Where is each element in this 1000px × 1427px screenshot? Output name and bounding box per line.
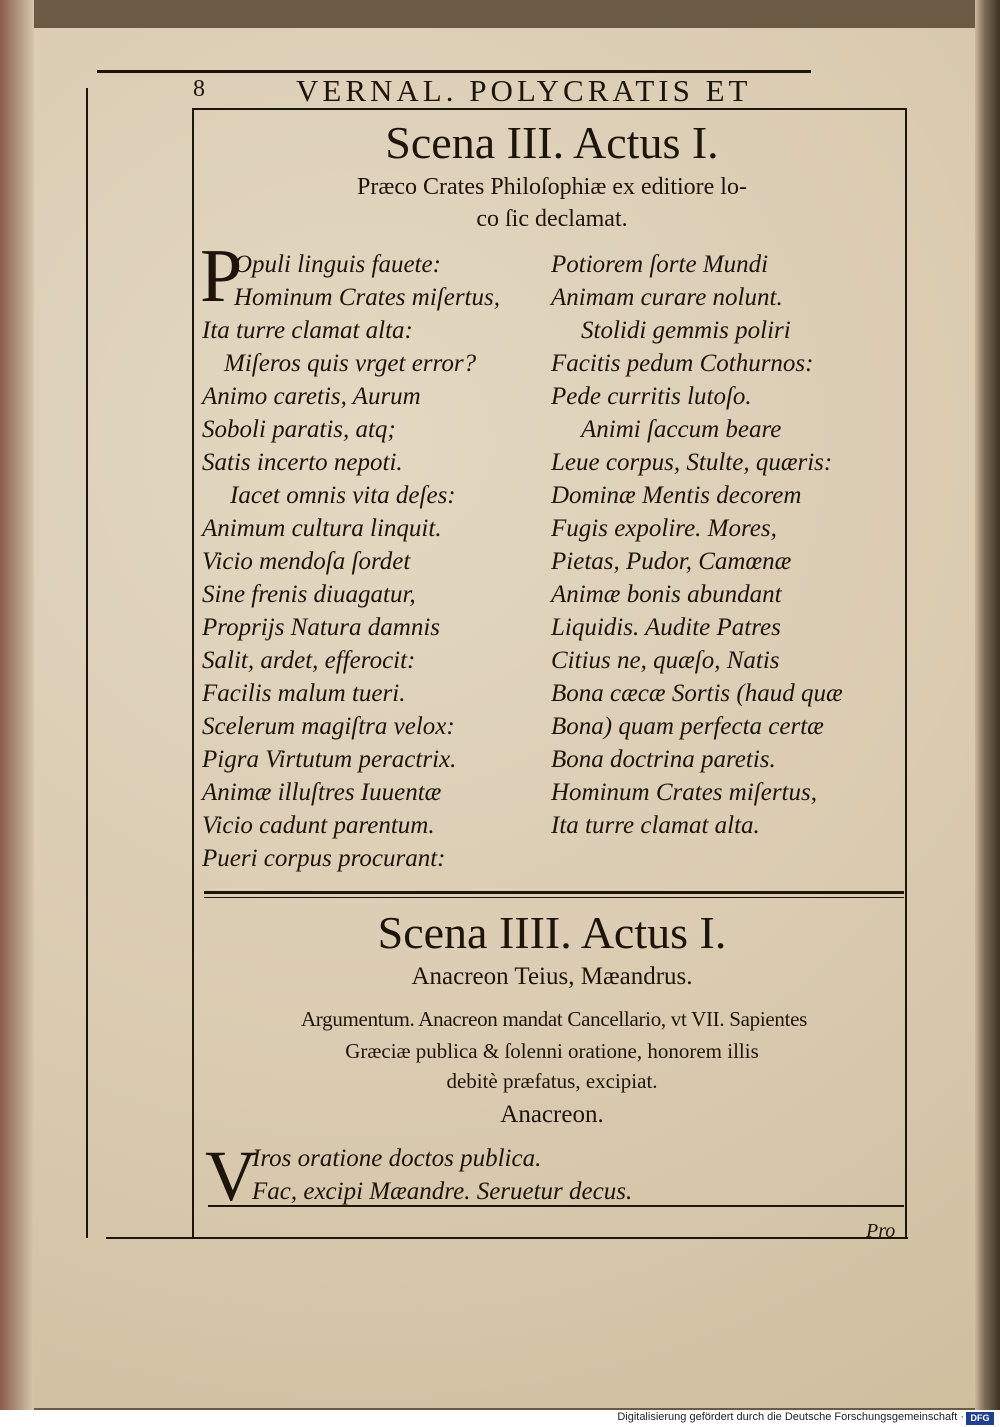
verse-line: Scelerum magiſtra velox: [202,713,455,740]
verse-line: Pietas, Pudor, Camœnæ [551,548,792,575]
verse-line: Bona cæcæ Sortis (haud quæ [551,680,843,707]
verse-line: Bona) quam perfecta certæ [551,713,824,740]
inner-left-rule [192,108,194,1238]
verse-line: Pueri corpus procurant: [202,845,446,872]
verse-line: Liquidis. Audite Patres [551,614,781,641]
verse-line: Hominum Crates miſertus, [234,284,500,311]
scene-4-heading: Scena IIII. Actus I. [377,907,727,958]
scene-3-subhead-line-2: co ſic declamat. [476,206,628,232]
verse-line: Proprijs Natura damnis [202,614,441,641]
verse-line: Facitis pedum Cothurnos: [551,350,814,377]
verse-line: Vicio mendoſa ſordet [202,548,411,575]
scene-4-argument-line-3: debitè præfatus, excipiat. [446,1069,658,1093]
verse-line: Citius ne, quæſo, Natis [551,647,780,674]
verse-line: Leue corpus, Stulte, quæris: [551,449,833,476]
digitization-credit: Digitalisierung gefördert durch die Deutsche Forschungsgemeinschaft · [617,1411,964,1423]
scene-3-left-column [202,248,500,875]
page-number: 8 [193,76,205,102]
right-page-edge [975,0,1000,1427]
scene-3-heading: Scena III. Actus I. [385,117,719,168]
verse-line: Ita turre clamat alta. [551,812,760,839]
verse-line: Opuli linguis fauete: [234,251,441,278]
verse-line: Salit, ardet, efferocit: [202,647,416,674]
scene-4-persons: Anacreon Teius, Mæandrus. [411,963,693,990]
scene-4-speaker: Anacreon. [500,1101,604,1128]
inner-right-rule [905,108,907,1238]
verse-line: Dominæ Mentis decorem [551,482,802,509]
verse-line: Fugis expolire. Mores, [551,515,777,542]
verse-line: Miſeros quis vrget error? [224,350,477,377]
verse-line: Pigra Virtutum peractrix. [202,746,457,773]
scene-divider-rule-thin [204,897,904,898]
left-page-edge [0,0,34,1427]
verse-line: Facilis malum tueri. [202,680,406,707]
catchword: Pro [866,1220,896,1242]
verse-line: Animæ bonis abundant [551,581,782,608]
verse-line: Potiorem ſorte Mundi [551,251,769,278]
verse-line: Animæ illuſtres Iuuentæ [202,779,442,806]
verse-line: Fac, excipi Mæandre. Seruetur decus. [252,1178,633,1205]
scene-3-drop-cap: P [200,234,243,318]
scene-3-subhead-line-1: Præco Crates Philoſophiæ ex editiore lo- [357,174,747,200]
verse-line: Ita turre clamat alta: [202,317,413,344]
verse-line: Vicio cadunt parentum. [202,812,435,839]
verse-line: Iacet omnis vita deſes: [230,482,456,509]
scene-divider-rule [204,891,904,894]
scene-3-right-column [551,248,843,842]
verse-line: Animi ſaccum beare [581,416,782,443]
bottom-rule-lower [106,1237,908,1239]
scene-4-drop-cap: V [205,1136,257,1216]
verse-line: Animum cultura linquit. [202,515,442,542]
scene-4-argument-line-2: Græciæ publica & ſolenni oratione, honorem illis [345,1039,759,1063]
verse-line: Pede curritis lutoſo. [551,383,752,410]
scene-4-verse [252,1142,632,1208]
verse-line: Sine frenis diuagatur, [202,581,416,608]
verse-line: Animo caretis, Aurum [202,383,421,410]
verse-line: Iros oratione doctos publica. [252,1145,542,1172]
running-head-title: VERNAL. POLYCRATIS ET [296,73,752,108]
scene-4-argument-line-1: Argumentum. Anacreon mandat Cancellario, vt VII. Sapientes [300,1007,808,1031]
verse-line: Animam curare nolunt. [551,284,783,311]
verse-line: Stolidi gemmis poliri [581,317,791,344]
dfg-logo-icon: DFG [966,1412,994,1425]
verse-line: Bona doctrina paretis. [551,746,776,773]
verse-line: Satis incerto nepoti. [202,449,403,476]
verse-line: Hominum Crates miſertus, [551,779,817,806]
verse-line: Soboli paratis, atq; [202,416,396,443]
left-margin-rule [86,88,88,1238]
